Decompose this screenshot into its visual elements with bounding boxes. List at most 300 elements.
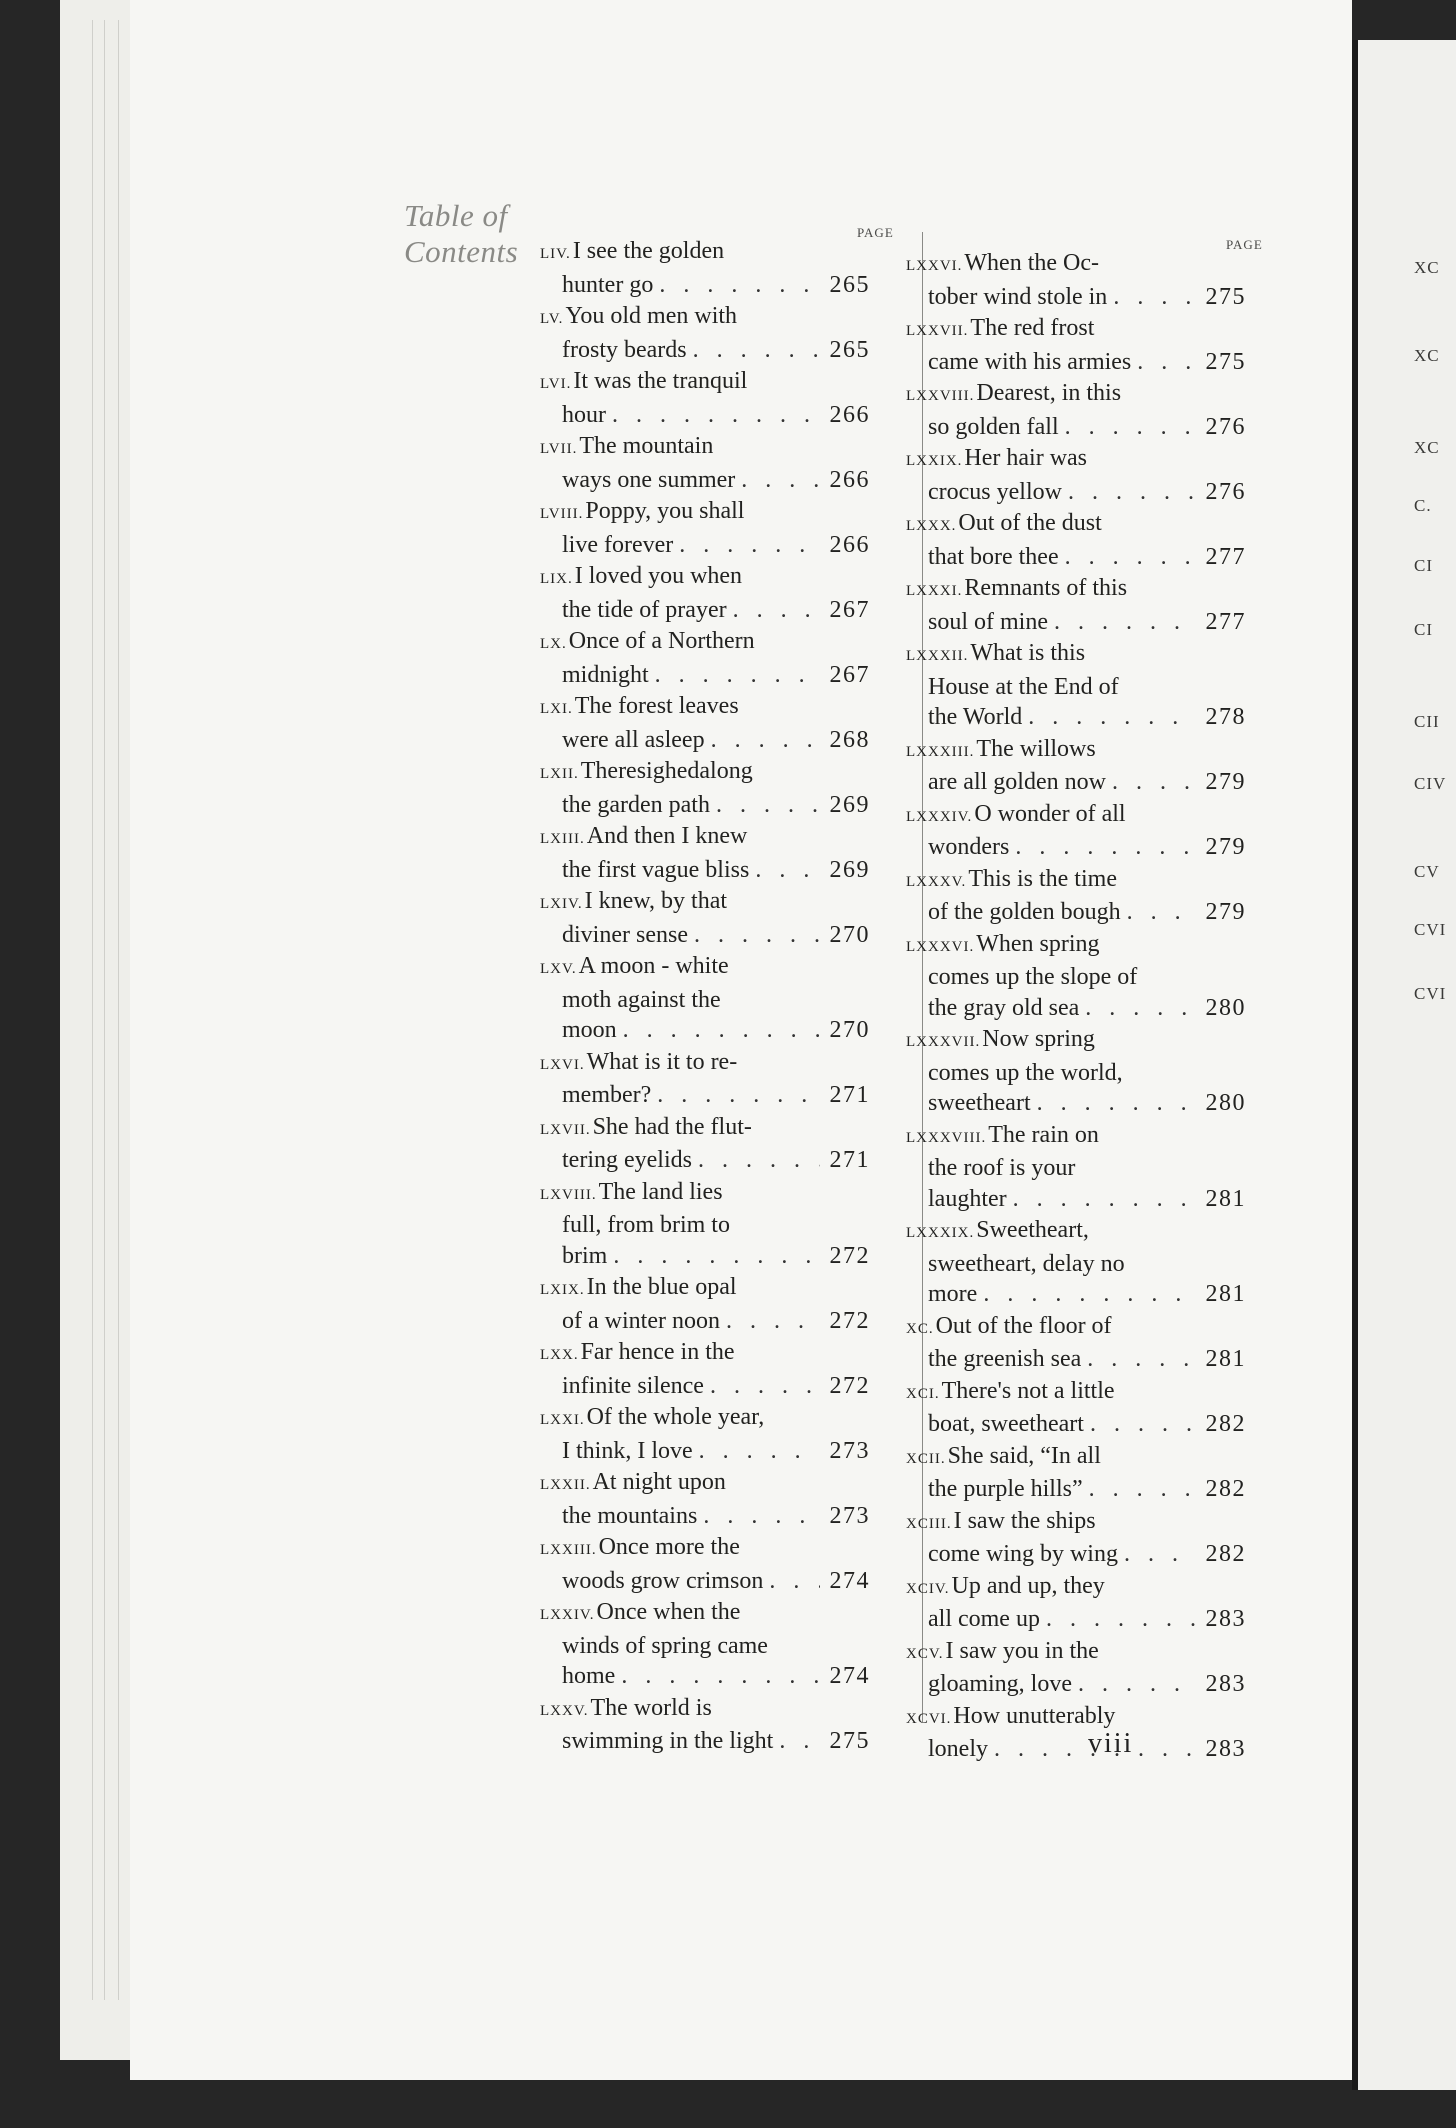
toc-entry-page: 270 bbox=[829, 921, 870, 948]
toc-entry-title: I knew, by that bbox=[584, 888, 728, 914]
toc-entry-number: XCIV. bbox=[906, 1580, 950, 1597]
toc-entry-page: 281 bbox=[1205, 1346, 1246, 1372]
toc-entry bbox=[540, 626, 870, 690]
toc-entry-line bbox=[906, 1153, 1246, 1184]
toc-entry-title: member? bbox=[562, 1082, 652, 1108]
toc-entry-title: sweetheart bbox=[928, 1090, 1031, 1116]
dot-leader bbox=[621, 1661, 820, 1692]
page-column-label-left: PAGE bbox=[857, 225, 894, 240]
toc-entry-number: LXV. bbox=[540, 961, 577, 977]
toc-entry-number: LXXXIII. bbox=[906, 743, 975, 760]
toc-entry-title: the tide of prayer bbox=[562, 596, 727, 623]
toc-entry-page: 267 bbox=[829, 596, 870, 623]
toc-entry-title: boat, sweetheart bbox=[928, 1411, 1084, 1437]
toc-entry-title: House at the End of bbox=[928, 673, 1119, 700]
dot-leader bbox=[693, 335, 820, 366]
toc-entry-page: 274 bbox=[829, 1567, 870, 1594]
toc-entry-line bbox=[540, 1210, 870, 1241]
dot-leader bbox=[769, 1566, 820, 1597]
toc-entry-number: LXXIX. bbox=[906, 453, 963, 469]
toc-entry-page: 279 bbox=[1205, 834, 1246, 860]
toc-entry-page: 279 bbox=[1205, 769, 1246, 795]
toc-entry-page: 269 bbox=[829, 791, 870, 818]
toc-entry-line bbox=[540, 1112, 870, 1146]
next-page-fragment: CVI bbox=[1414, 984, 1447, 1003]
toc-entry-number: LXXXII. bbox=[906, 648, 969, 664]
toc-entry-number: LXXXVII. bbox=[906, 1034, 981, 1050]
toc-entry bbox=[906, 1024, 1246, 1119]
dot-leader bbox=[716, 790, 820, 821]
toc-entry-title: full, from brim to bbox=[562, 1212, 730, 1238]
toc-entry bbox=[906, 1215, 1246, 1310]
toc-entry-title: the gray old sea bbox=[928, 994, 1080, 1021]
toc-entry-title: soul of mine bbox=[928, 608, 1048, 635]
toc-entry-line bbox=[906, 672, 1246, 703]
toc-entry-line bbox=[540, 985, 870, 1016]
toc-entry-line bbox=[540, 335, 870, 366]
toc-entry-title: wonders bbox=[928, 834, 1010, 860]
page-edge-line bbox=[92, 20, 93, 2000]
toc-entry-title: the first vague bliss bbox=[562, 856, 750, 883]
toc-entry-title: midnight bbox=[562, 661, 649, 688]
toc-entry-page: 272 bbox=[829, 1372, 870, 1399]
toc-entry-line bbox=[540, 626, 870, 660]
toc-entry-line bbox=[906, 897, 1246, 928]
toc-entry bbox=[906, 1441, 1246, 1505]
toc-entry bbox=[906, 734, 1246, 798]
toc-entry-page: 275 bbox=[1205, 283, 1246, 310]
toc-entry-page: 277 bbox=[1205, 543, 1246, 570]
toc-entry-line bbox=[540, 530, 870, 561]
toc-entry-line bbox=[540, 1272, 870, 1306]
toc-entry-line bbox=[906, 1311, 1246, 1345]
toc-entry-title: brim bbox=[562, 1242, 608, 1269]
toc-entry-line bbox=[906, 1215, 1246, 1249]
toc-entry bbox=[540, 1597, 870, 1692]
toc-entry-line bbox=[906, 477, 1246, 508]
toc-entry-line bbox=[540, 1402, 870, 1436]
toc-entry-line bbox=[906, 313, 1246, 347]
toc-entry-line bbox=[906, 1409, 1246, 1440]
toc-entry-page: 272 bbox=[829, 1242, 870, 1269]
toc-entry bbox=[906, 1120, 1246, 1215]
toc-entry-number: LXXXVI. bbox=[906, 938, 975, 955]
toc-entry-line bbox=[540, 1597, 870, 1631]
toc-entry-title: The land lies bbox=[598, 1178, 723, 1205]
toc-entry-number: LXIII. bbox=[540, 831, 585, 847]
toc-entry-line bbox=[906, 282, 1246, 313]
toc-entry-line bbox=[540, 1241, 870, 1272]
toc-entry-page: 266 bbox=[829, 466, 870, 493]
toc-entry-number: LXXV. bbox=[540, 1702, 589, 1719]
toc-entry-page: 277 bbox=[1205, 608, 1246, 635]
toc-entry-page: 272 bbox=[829, 1307, 870, 1334]
dot-leader bbox=[657, 1080, 820, 1111]
toc-entry-page: 267 bbox=[829, 661, 870, 688]
toc-entry-title: She had the flut- bbox=[592, 1113, 752, 1140]
toc-entry-title: Once more the bbox=[598, 1534, 740, 1560]
toc-entry-number: LXXIII. bbox=[540, 1542, 597, 1558]
toc-entry-title: so golden fall bbox=[928, 413, 1059, 440]
page-edge-line bbox=[104, 20, 105, 2000]
toc-entry-title: At night upon bbox=[592, 1469, 726, 1495]
dot-leader bbox=[1087, 1344, 1196, 1375]
toc-entry-line bbox=[906, 378, 1246, 412]
toc-entry-title: You old men with bbox=[565, 303, 738, 329]
toc-entry-page: 281 bbox=[1205, 1281, 1246, 1307]
toc-entry-title: I see the golden bbox=[572, 238, 725, 264]
toc-entry-title: And then I knew bbox=[586, 823, 748, 849]
toc-entry-title: The world is bbox=[590, 1694, 712, 1721]
toc-entry-page: 283 bbox=[1205, 1606, 1246, 1632]
toc-entry-line bbox=[906, 1376, 1246, 1410]
toc-entry bbox=[540, 431, 870, 495]
toc-entry bbox=[540, 1112, 870, 1176]
page-edge-line bbox=[118, 20, 119, 2000]
toc-entry-title: hunter go bbox=[562, 271, 654, 298]
toc-entry-line bbox=[540, 595, 870, 626]
toc-entry-page: 268 bbox=[829, 726, 870, 753]
toc-entry-number: XC. bbox=[906, 1320, 934, 1337]
toc-entry-line bbox=[540, 1337, 870, 1371]
toc-entry-title: moon bbox=[562, 1017, 617, 1043]
toc-entry-number: LXXII. bbox=[540, 1477, 591, 1493]
toc-entry-line bbox=[540, 465, 870, 496]
toc-entry-number: XCVI. bbox=[906, 1710, 952, 1727]
toc-entry-line bbox=[540, 1015, 870, 1046]
toc-entry-page: 270 bbox=[829, 1017, 870, 1043]
toc-entry-line bbox=[906, 508, 1246, 542]
dot-leader bbox=[733, 595, 820, 626]
dot-leader bbox=[1113, 282, 1196, 313]
toc-entry-title: tober wind stole in bbox=[928, 283, 1108, 310]
toc-entry-line bbox=[906, 412, 1246, 443]
toc-entry-line bbox=[540, 561, 870, 595]
toc-entry-title: Now spring bbox=[982, 1026, 1095, 1052]
toc-entry-number: LXII. bbox=[540, 766, 579, 782]
toc-entry bbox=[540, 1337, 870, 1401]
toc-entry-title: moth against the bbox=[562, 986, 721, 1013]
dot-leader bbox=[1112, 767, 1196, 798]
toc-entry-line bbox=[906, 542, 1246, 573]
toc-entry-title: I saw the ships bbox=[953, 1507, 1096, 1534]
toc-entry bbox=[540, 1402, 870, 1466]
toc-entry-number: LXXI. bbox=[540, 1412, 585, 1428]
toc-entry-title: There's not a little bbox=[941, 1377, 1115, 1404]
toc-entry-page: 266 bbox=[829, 401, 870, 428]
toc-entry bbox=[906, 929, 1246, 1024]
toc-entry-line bbox=[906, 767, 1246, 798]
toc-entry-line bbox=[540, 790, 870, 821]
toc-entry-title: Far hence in the bbox=[580, 1339, 735, 1365]
toc-entry-title: What is it to re- bbox=[586, 1048, 738, 1075]
toc-entry-line bbox=[540, 270, 870, 301]
toc-entry-title: I saw you in the bbox=[945, 1637, 1099, 1664]
toc-entry-page: 282 bbox=[1205, 1476, 1246, 1502]
toc-entry-title: She said, “In all bbox=[947, 1442, 1101, 1469]
toc-entry-title: The forest leaves bbox=[574, 693, 739, 719]
next-page-fragment: CII bbox=[1414, 712, 1440, 731]
toc-entry-title: The rain on bbox=[988, 1121, 1099, 1148]
toc-entry-title: Remnants of this bbox=[964, 575, 1128, 601]
toc-entry-number: LXIV. bbox=[540, 896, 583, 912]
toc-entry-line bbox=[906, 832, 1246, 863]
toc-entry bbox=[540, 301, 870, 365]
toc-entry-title: laughter bbox=[928, 1185, 1007, 1212]
toc-entry-line bbox=[540, 400, 870, 431]
toc-entry-number: LXX. bbox=[540, 1347, 579, 1363]
toc-entry-line bbox=[906, 573, 1246, 607]
toc-entry-line bbox=[540, 821, 870, 855]
next-page-fragment: CI bbox=[1414, 556, 1433, 575]
toc-entry-title: Once when the bbox=[596, 1599, 741, 1625]
toc-entry-line bbox=[540, 1532, 870, 1566]
dot-leader bbox=[1046, 1604, 1196, 1635]
toc-entry-title: more bbox=[928, 1281, 978, 1307]
toc-entry-line bbox=[906, 1604, 1246, 1635]
toc-entry-title: The red frost bbox=[970, 315, 1095, 341]
dot-leader bbox=[659, 270, 820, 301]
toc-entry-line bbox=[540, 1306, 870, 1337]
toc-entry bbox=[540, 951, 870, 1046]
toc-entry-title: I loved you when bbox=[574, 563, 743, 589]
toc-entry-title: frosty beards bbox=[562, 336, 687, 363]
toc-entry bbox=[906, 864, 1246, 928]
toc-entry bbox=[906, 1506, 1246, 1570]
toc-entry-title: When the Oc- bbox=[964, 250, 1100, 276]
toc-entry-number: LXIX. bbox=[540, 1282, 585, 1298]
toc-entry-title: Of the whole year, bbox=[586, 1404, 765, 1430]
toc-entry-line bbox=[540, 1177, 870, 1211]
toc-entry-title: Sweetheart, bbox=[976, 1217, 1089, 1243]
toc-entry-title: sweetheart, delay no bbox=[928, 1250, 1125, 1277]
toc-entry-page: 276 bbox=[1205, 413, 1246, 440]
toc-entry-line bbox=[540, 431, 870, 465]
toc-entry-line bbox=[906, 734, 1246, 768]
toc-entry-page: 265 bbox=[829, 336, 870, 363]
toc-entry-title: the World bbox=[928, 704, 1023, 730]
toc-entry-title: tering eyelids bbox=[562, 1147, 692, 1173]
toc-entry-page: 278 bbox=[1205, 704, 1246, 730]
toc-entry-line bbox=[906, 799, 1246, 833]
toc-entry-title: Once of a Northern bbox=[568, 628, 755, 654]
dot-leader bbox=[1015, 832, 1196, 863]
dot-leader bbox=[711, 725, 820, 756]
toc-entry-title: swimming in the light bbox=[562, 1728, 774, 1754]
toc-entry-title: the purple hills” bbox=[928, 1476, 1083, 1502]
toc-entry-title: diviner sense bbox=[562, 921, 688, 948]
toc-entry bbox=[540, 1532, 870, 1596]
toc-entry bbox=[906, 508, 1246, 572]
toc-entry-number: LV. bbox=[540, 311, 564, 327]
toc-entry-line bbox=[906, 1734, 1246, 1765]
toc-entry-number: LXXXI. bbox=[906, 583, 963, 599]
toc-entry-line bbox=[540, 1631, 870, 1662]
toc-entry-line bbox=[906, 1279, 1246, 1310]
toc-entry-page: 280 bbox=[1205, 1090, 1246, 1116]
dot-leader bbox=[1013, 1184, 1196, 1215]
dot-leader bbox=[1127, 897, 1196, 928]
toc-entry-line bbox=[906, 1184, 1246, 1215]
dot-leader bbox=[1089, 1474, 1196, 1505]
toc-entry-title: that bore thee bbox=[928, 543, 1059, 570]
toc-entry-line bbox=[906, 1636, 1246, 1670]
toc-entry-number: LXXVI. bbox=[906, 258, 963, 274]
toc-entry-page: 271 bbox=[829, 1082, 870, 1108]
toc-entry-title: woods grow crimson bbox=[562, 1567, 764, 1594]
toc-entry-title: all come up bbox=[928, 1606, 1040, 1632]
toc-entry-line bbox=[906, 1058, 1246, 1089]
toc-entry-page: 276 bbox=[1205, 478, 1246, 505]
toc-entry-title: the mountains bbox=[562, 1502, 698, 1529]
toc-entry-line bbox=[906, 443, 1246, 477]
toc-entry-title: Up and up, they bbox=[951, 1572, 1105, 1599]
dot-leader bbox=[699, 1436, 820, 1467]
dot-leader bbox=[726, 1306, 820, 1337]
toc-entry-page: 274 bbox=[829, 1663, 870, 1689]
toc-entry-line bbox=[906, 1539, 1246, 1570]
toc-entry-line bbox=[540, 725, 870, 756]
toc-entry bbox=[906, 313, 1246, 377]
toc-entry-page: 275 bbox=[829, 1728, 870, 1754]
dot-leader bbox=[679, 530, 820, 561]
toc-entry-line bbox=[906, 702, 1246, 733]
dot-leader bbox=[1085, 993, 1196, 1024]
toc-entry-line bbox=[540, 1436, 870, 1467]
toc-entry bbox=[906, 1636, 1246, 1700]
toc-entry bbox=[540, 886, 870, 950]
toc-entry-page: 269 bbox=[829, 856, 870, 883]
toc-entry-line bbox=[540, 1726, 870, 1757]
toc-entry-number: LXXX. bbox=[906, 518, 957, 534]
toc-entry-title: Out of the dust bbox=[958, 510, 1102, 536]
toc-entry bbox=[906, 1376, 1246, 1440]
toc-entry-title: comes up the slope of bbox=[928, 964, 1138, 990]
toc-entry-number: LXXIV. bbox=[540, 1607, 595, 1623]
toc-entry-title: When spring bbox=[976, 930, 1100, 957]
dot-leader bbox=[1090, 1409, 1196, 1440]
toc-entry-page: 283 bbox=[1205, 1736, 1246, 1762]
dot-leader bbox=[1037, 1088, 1196, 1119]
toc-entry-line bbox=[906, 638, 1246, 672]
toc-entry bbox=[906, 799, 1246, 863]
next-page-strip bbox=[1352, 40, 1456, 2090]
toc-entry-number: LXXVII. bbox=[906, 323, 969, 339]
toc-entry-line bbox=[540, 951, 870, 985]
next-page-fragment: XC bbox=[1414, 258, 1440, 277]
toc-entry-number: LIX. bbox=[540, 571, 573, 587]
toc-entry-title: A moon - white bbox=[578, 953, 729, 979]
toc-entry bbox=[540, 236, 870, 300]
toc-entry-line bbox=[540, 236, 870, 270]
toc-entry-line bbox=[540, 1145, 870, 1176]
toc-entry-title: In the blue opal bbox=[586, 1274, 737, 1300]
toc-entry-line bbox=[540, 1047, 870, 1081]
toc-entry-title: This is the time bbox=[968, 865, 1117, 892]
toc-entry-line bbox=[540, 920, 870, 951]
toc-entry-title: come wing by wing bbox=[928, 1541, 1118, 1567]
toc-entry bbox=[540, 691, 870, 755]
toc-entry bbox=[906, 1701, 1246, 1765]
next-page-fragment: XC bbox=[1414, 438, 1440, 457]
toc-entry-line bbox=[540, 1501, 870, 1532]
toc-entry-line bbox=[906, 1441, 1246, 1475]
toc-entry-page: 282 bbox=[1205, 1541, 1246, 1567]
toc-entry-title: What is this bbox=[970, 640, 1086, 666]
dot-leader bbox=[1065, 412, 1196, 443]
toc-entry bbox=[906, 573, 1246, 637]
toc-entry-number: XCI. bbox=[906, 1385, 940, 1402]
toc-entry-line bbox=[540, 660, 870, 691]
toc-entry-title: crocus yellow bbox=[928, 478, 1062, 505]
toc-entry-title: winds of spring came bbox=[562, 1632, 768, 1659]
toc-left-column bbox=[540, 236, 870, 1758]
next-page-fragment: CVI bbox=[1414, 920, 1447, 939]
toc-entry-title: It was the tranquil bbox=[573, 368, 748, 394]
toc-entry-line bbox=[906, 1024, 1246, 1058]
dot-leader bbox=[612, 400, 820, 431]
toc-entry-title: ways one summer bbox=[562, 466, 736, 493]
toc-entry-line bbox=[906, 248, 1246, 282]
toc-entry-line bbox=[540, 691, 870, 725]
toc-entry-title: I think, I love bbox=[562, 1437, 693, 1464]
toc-entry bbox=[906, 248, 1246, 312]
toc-entry-line bbox=[540, 855, 870, 886]
page-folio: viii bbox=[1088, 1728, 1134, 1759]
toc-entry-line bbox=[906, 1474, 1246, 1505]
next-page-fragment: CV bbox=[1414, 862, 1440, 881]
toc-entry-title: the roof is your bbox=[928, 1155, 1076, 1181]
toc-entry-line bbox=[906, 1120, 1246, 1154]
toc-entry-page: 271 bbox=[829, 1147, 870, 1173]
toc-entry-title: comes up the world, bbox=[928, 1059, 1123, 1086]
toc-entry-number: LVII. bbox=[540, 441, 578, 457]
dot-leader bbox=[655, 660, 820, 691]
toc-entry-title: Poppy, you shall bbox=[585, 498, 745, 524]
toc-entry-title: live forever bbox=[562, 531, 674, 558]
toc-entry bbox=[906, 1311, 1246, 1375]
margin-title-line-1: Table of bbox=[404, 198, 508, 233]
dot-leader bbox=[613, 1241, 820, 1272]
toc-entry-number: XCII. bbox=[906, 1450, 946, 1467]
toc-entry bbox=[540, 756, 870, 820]
toc-entry bbox=[540, 561, 870, 625]
toc-entry bbox=[906, 638, 1246, 733]
toc-entry-line bbox=[906, 1506, 1246, 1540]
toc-entry-line bbox=[540, 1371, 870, 1402]
toc-entry-title: lonely bbox=[928, 1736, 988, 1762]
toc-entry-page: 279 bbox=[1205, 899, 1246, 925]
toc-entry-title: are all golden now bbox=[928, 769, 1106, 795]
dot-leader bbox=[983, 1279, 1196, 1310]
toc-entry-line bbox=[540, 1080, 870, 1111]
toc-entry bbox=[906, 378, 1246, 442]
toc-entry-line bbox=[540, 886, 870, 920]
toc-entry-title: Dearest, in this bbox=[976, 380, 1122, 406]
next-page-fragment: CI bbox=[1414, 620, 1433, 639]
dot-leader bbox=[694, 920, 820, 951]
toc-entry bbox=[540, 1693, 870, 1757]
toc-entry-title: hour bbox=[562, 401, 606, 428]
toc-entry-title: O wonder of all bbox=[974, 800, 1126, 827]
toc-entry-number: XCV. bbox=[906, 1645, 944, 1662]
toc-entry bbox=[540, 366, 870, 430]
toc-entry bbox=[540, 1467, 870, 1531]
toc-entry-title: were all asleep bbox=[562, 726, 705, 753]
toc-entry bbox=[540, 496, 870, 560]
dot-leader bbox=[1068, 477, 1196, 508]
toc-entry bbox=[906, 443, 1246, 507]
